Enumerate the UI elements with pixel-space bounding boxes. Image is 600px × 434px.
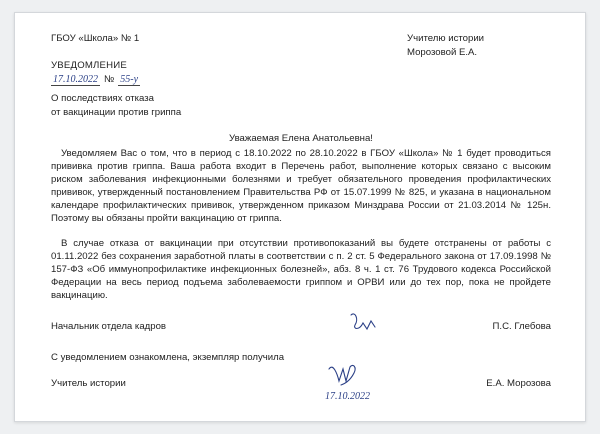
number-sign: № [104,74,115,85]
recipient-name: Морозовой Е.А. [407,47,478,58]
handwritten-date: 17.10.2022 [53,74,98,85]
document-title: УВЕДОМЛЕНИЕ [51,60,127,71]
hr-title: Начальник отдела кадров [51,321,167,332]
subject-line-2: от вакцинации против гриппа [51,107,182,118]
teacher-signature-mark [321,359,365,389]
body-paragraph-1: Уведомляем Вас о том, что в период с 18.10.2022 по 28.10.2022 в ГБОУ «Школа» № 1 будет проводиться прививка против гриппа. Ваша работа входит в Перечень работ, выполнение которых связано с высоким риском заболевания инфекционными болезнями и требует обязательного проведения профилактических прививок, утвержденный постановлением Правительства РФ от 15.07.1999 № 825, и указана в национальном календаре профилактических прививок, утвержденном приказом Минздрава России от 21.03.2014 № 125н. Поэтому вы обязаны пройти вакцинацию от гриппа. [51,148,551,224]
teacher-handwritten-date: 17.10.2022 [325,391,370,402]
hr-name: П.С. Глебова [492,321,551,332]
greeting: Уважаемая Елена Анатольевна! [229,133,373,144]
document-sheet [14,12,586,422]
body-paragraph-2: В случае отказа от вакцинации при отсутствии противопоказаний вы будете отстранены от работы с 01.11.2022 без сохранения заработной платы в соответствии с п. 2 ст. 5 Федерального закона от 17.09.1998 № 157-ФЗ «Об иммунопрофилактике инфекционных болезней», абз. 8 ч. 1 ст. 76 Трудового кодекса Российской Федерации на весь период подъема заболеваемости гриппом и ОРВИ или до тех пор, пока не пройдете вакцинацию. [51,238,551,301]
document-date-number [51,74,140,86]
acknowledgement-text: С уведомлением ознакомлена, экземпляр получила [51,352,285,363]
subject-line-1: О последствиях отказа [51,93,154,104]
hr-signature-mark [345,309,385,335]
handwritten-number: 55-у [120,74,139,85]
recipient-position: Учителю истории [407,33,485,44]
teacher-title: Учитель истории [51,378,126,389]
organization-name: ГБОУ «Школа» № 1 [51,33,140,44]
teacher-name: Е.А. Морозова [486,378,551,389]
